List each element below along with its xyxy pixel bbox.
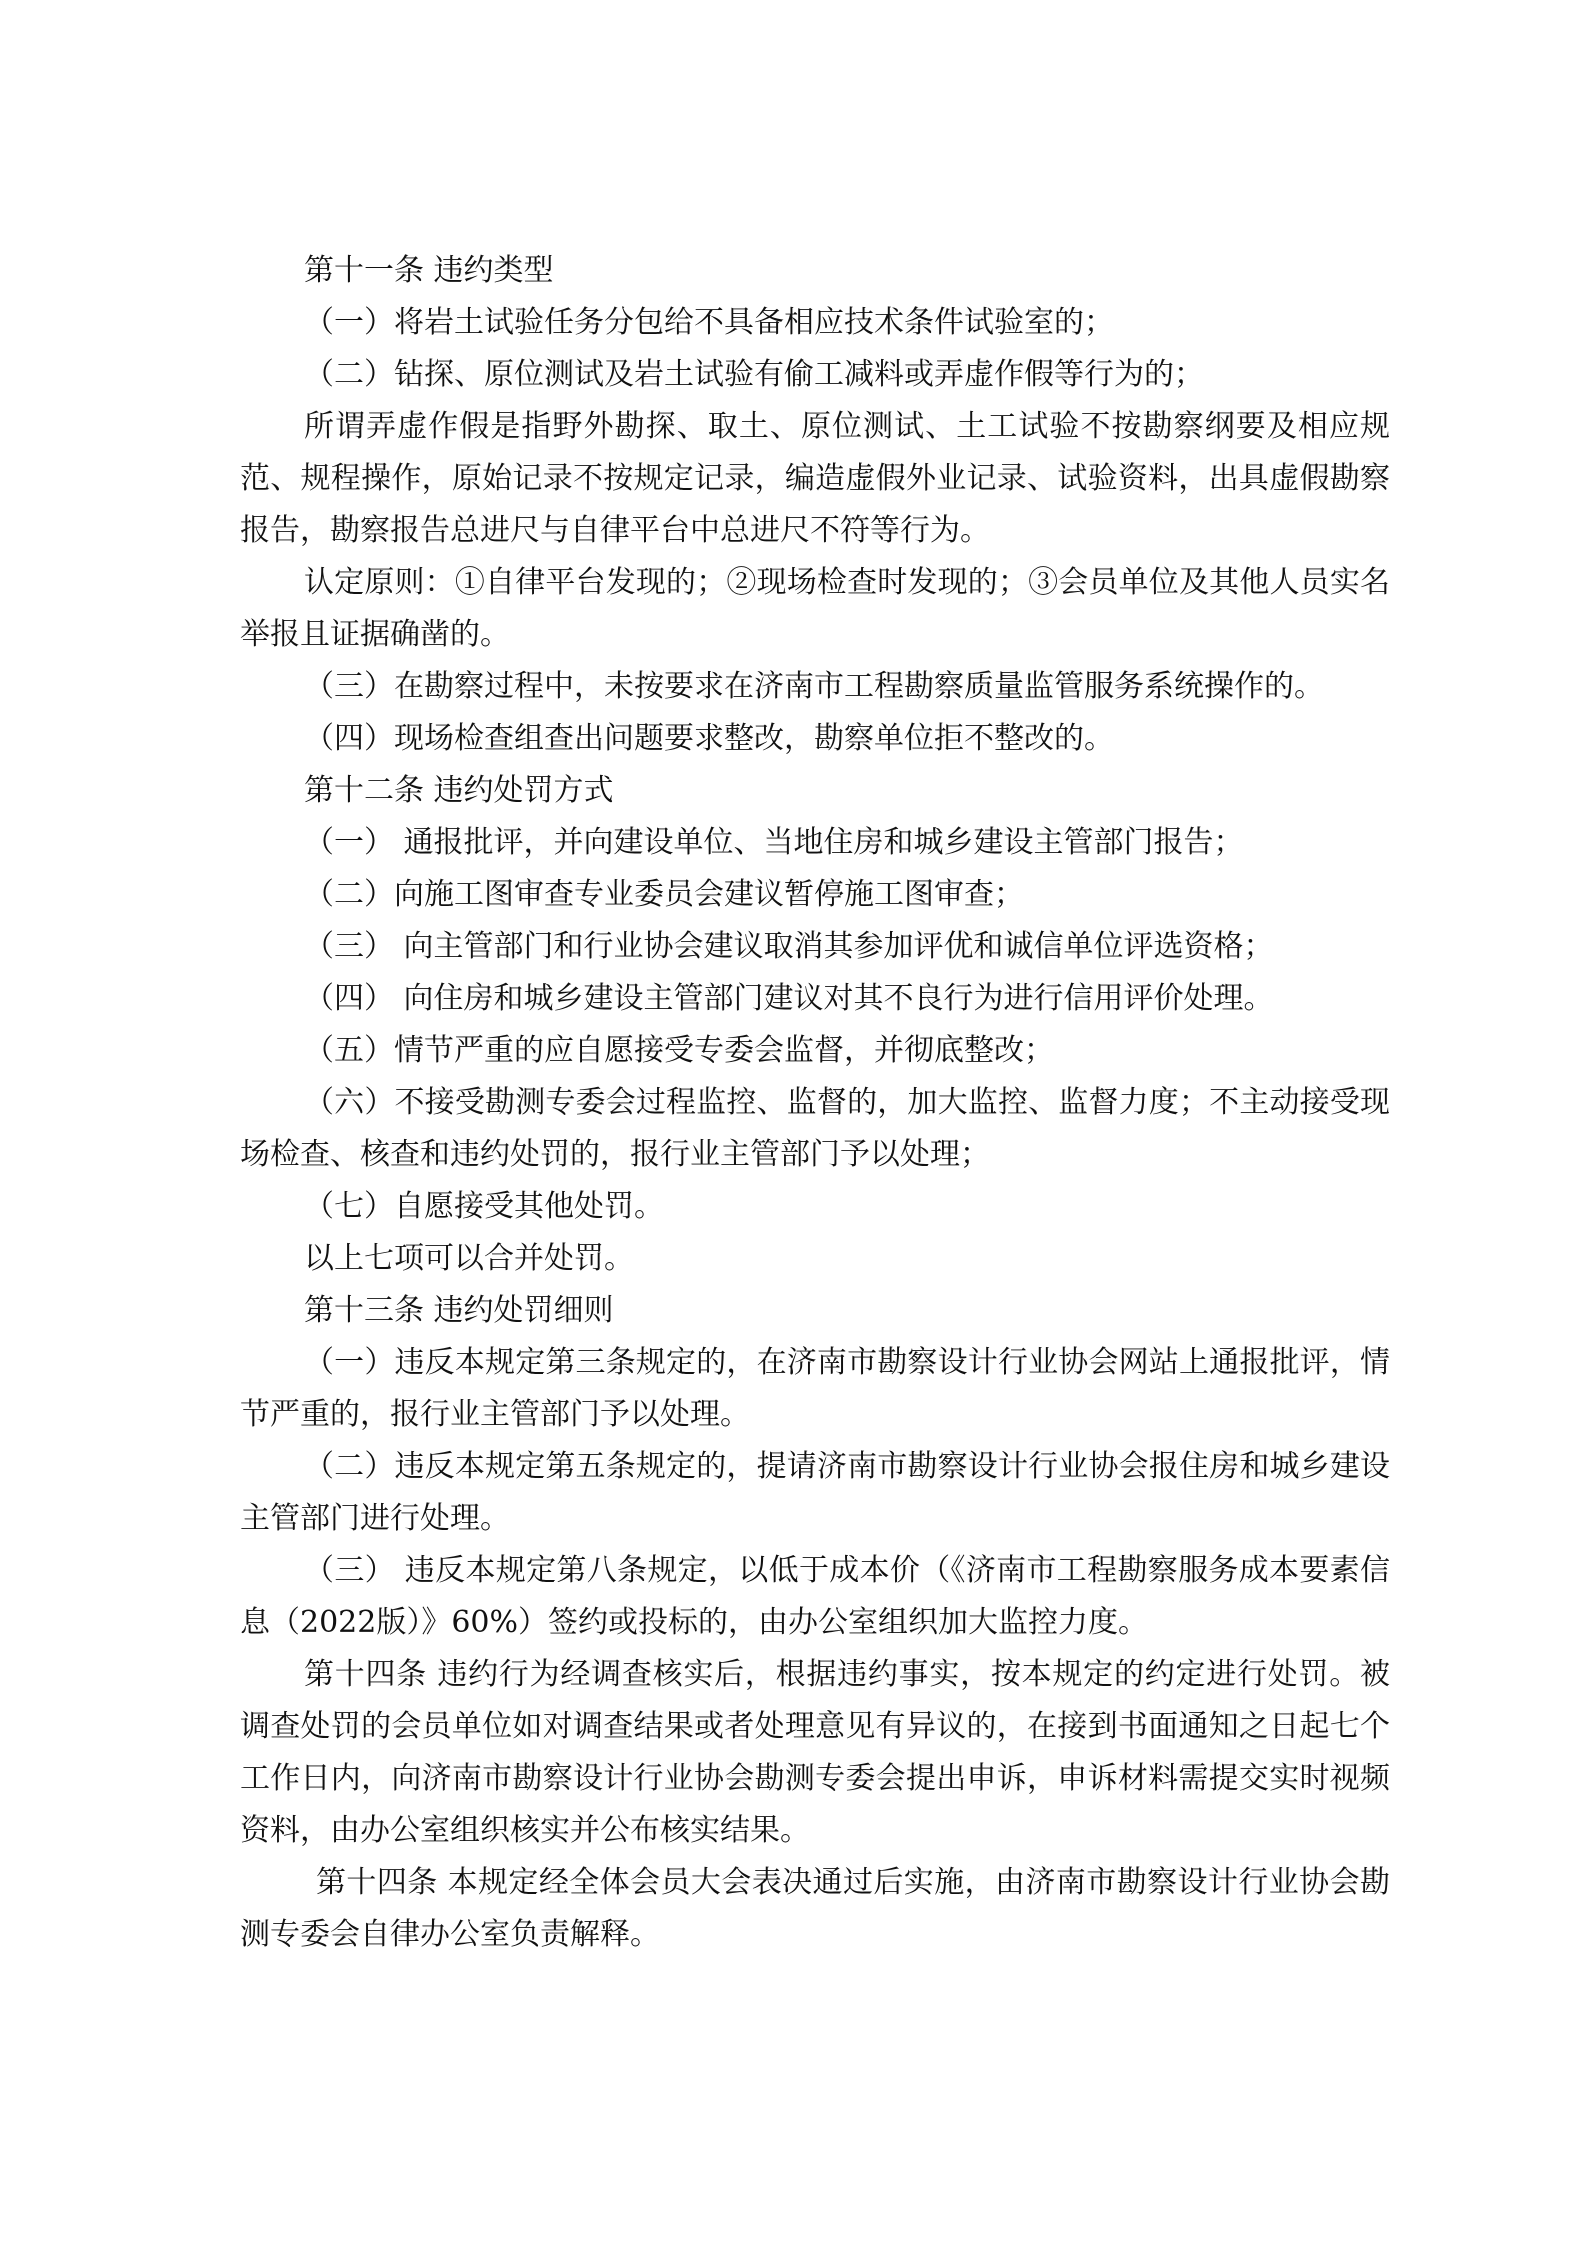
article-12-item-5: （五）情节严重的应自愿接受专委会监督，并彻底整改；: [304, 1033, 1054, 1068]
article-12-item-3: （三） 向主管部门和行业协会建议取消其参加评优和诚信单位评选资格；: [304, 929, 1274, 964]
article-12-item-2: （二）向施工图审查专业委员会建议暂停施工图审查；: [304, 877, 1024, 912]
article-12-item-6: （六）不接受勘测专委会过程监控、监督的，加大监控、监督力度；不主动接受现场检查、核查和违约处罚的，报行业主管部门予以处理；: [240, 1085, 1390, 1172]
determination-principles-paragraph: 认定原则：①自律平台发现的；②现场检查时发现的；③会员单位及其他人员实名举报且证据确凿的。: [240, 565, 1390, 652]
article-13-item-2: （二）违反本规定第五条规定的，提请济南市勘察设计行业协会报住房和城乡建设主管部门进行处理。: [240, 1449, 1390, 1536]
article-11-item-2: （二）钻探、原位测试及岩土试验有偷工减料或弄虚作假等行为的；: [304, 357, 1204, 392]
article-13-item-3: （三） 违反本规定第八条规定，以低于成本价（《济南市工程勘察服务成本要素信息（2022版）》60%）签约或投标的，由办公室组织加大监控力度。: [240, 1553, 1390, 1640]
article-13-item-1: （一）违反本规定第三条规定的，在济南市勘察设计行业协会网站上通报批评，情节严重的，报行业主管部门予以处理。: [240, 1345, 1390, 1432]
article-14-final-paragraph: 第十四条 本规定经全体会员大会表决通过后实施，由济南市勘察设计行业协会勘测专委会自律办公室负责解释。: [240, 1865, 1390, 1952]
article-12-item-7: （七）自愿接受其他处罚。: [304, 1189, 664, 1224]
article-12-heading: 第十二条 违约处罚方式: [304, 773, 614, 808]
document-body: [240, 245, 1390, 1961]
article-14-paragraph: 第十四条 违约行为经调查核实后，根据违约事实，按本规定的约定进行处罚。被调查处罚的会员单位如对调查结果或者处理意见有异议的，在接到书面通知之日起七个工作日内，向济南市勘察设计行业协会勘测专委会提出申诉，申诉材料需提交实时视频资料，由办公室组织核实并公布核实结果。: [240, 1657, 1390, 1848]
article-11-item-3: （三）在勘察过程中，未按要求在济南市工程勘察质量监管服务系统操作的。: [304, 669, 1324, 704]
article-11-item-4: （四）现场检查组查出问题要求整改，勘察单位拒不整改的。: [304, 721, 1114, 756]
article-13-heading: 第十三条 违约处罚细则: [304, 1293, 614, 1328]
article-12-item-4: （四） 向住房和城乡建设主管部门建议对其不良行为进行信用评价处理。: [304, 981, 1274, 1016]
article-11-heading: 第十一条 违约类型: [304, 253, 554, 288]
article-11-item-1: （一）将岩土试验任务分包给不具备相应技术条件试验室的；: [304, 305, 1114, 340]
fraud-definition-paragraph: 所谓弄虚作假是指野外勘探、取土、原位测试、土工试验不按勘察纲要及相应规范、规程操作，原始记录不按规定记录，编造虚假外业记录、试验资料，出具虚假勘察报告，勘察报告总进尺与自律平台中总进尺不符等行为。: [240, 409, 1390, 548]
article-12-item-1: （一） 通报批评，并向建设单位、当地住房和城乡建设主管部门报告；: [304, 825, 1244, 860]
combined-penalty-note: 以上七项可以合并处罚。: [304, 1241, 634, 1276]
